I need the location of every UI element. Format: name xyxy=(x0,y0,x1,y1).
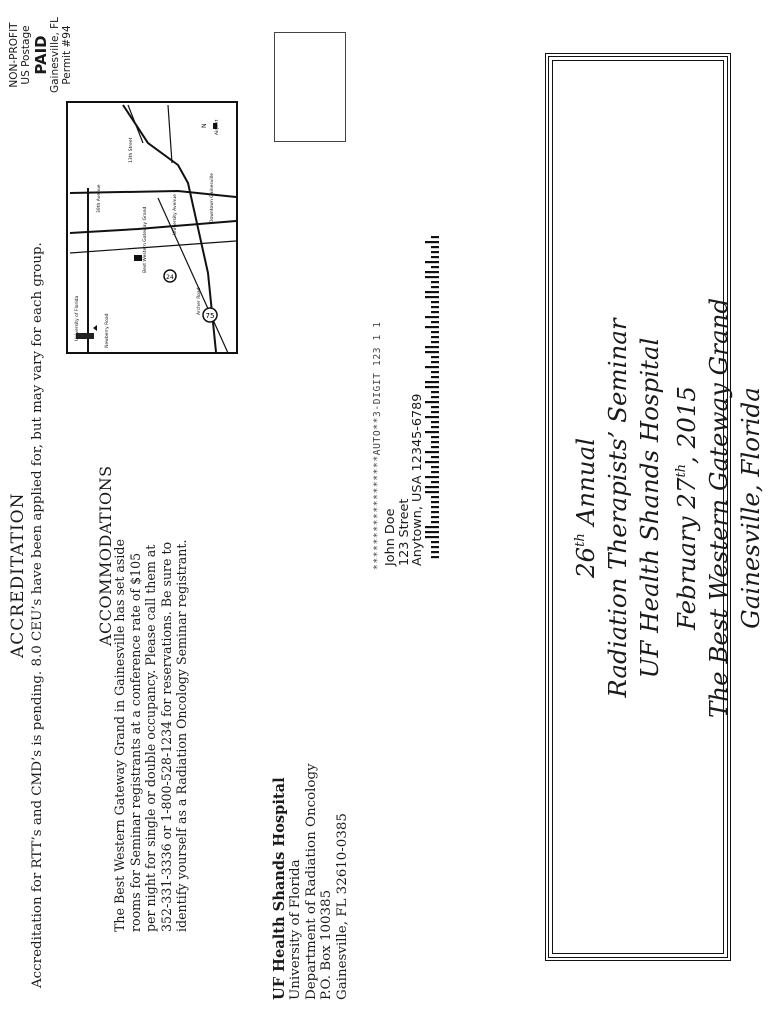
barcode-bar xyxy=(425,346,439,348)
barcode-bar xyxy=(431,306,439,308)
location-map xyxy=(66,101,238,354)
accreditation-heading: ACCREDITATION xyxy=(8,492,28,658)
map-label: 24 xyxy=(166,274,174,281)
barcode-bar xyxy=(425,366,439,368)
barcode-bar xyxy=(425,451,439,453)
barcode-bar xyxy=(431,371,439,373)
barcode-bar xyxy=(431,471,439,473)
north-arrow-icon: N xyxy=(201,123,208,128)
map-label: Best Western Gateway Grand xyxy=(143,206,148,273)
barcode-bar xyxy=(431,356,439,358)
barcode-bar xyxy=(431,481,439,483)
accommodations-line: rooms for Seminar registrants at a conference rate of $105 xyxy=(127,552,143,932)
map-label: University Avenue xyxy=(173,194,178,235)
barcode-bar xyxy=(431,556,439,558)
barcode-bar xyxy=(425,261,439,263)
barcode-bar xyxy=(431,441,439,443)
barcode-bar xyxy=(431,331,439,333)
map-label: Newberry Road xyxy=(105,313,110,348)
barcode-bar xyxy=(425,326,439,328)
map-road xyxy=(168,105,172,163)
postage-line: Gainesville, FL xyxy=(48,16,61,94)
map-drawing xyxy=(68,103,236,352)
barcode-bar xyxy=(431,426,439,428)
barcode-bar xyxy=(431,321,439,323)
return-address xyxy=(272,763,351,1000)
barcode-bar xyxy=(431,421,439,423)
map-label: 75 xyxy=(205,312,215,320)
barcode-bar xyxy=(425,381,439,383)
map-label: Downtown Gainesville xyxy=(210,173,215,223)
return-address-line: University of Florida xyxy=(287,859,303,1000)
barcode-bar xyxy=(431,246,439,248)
accommodations-body xyxy=(112,382,190,932)
barcode-bar xyxy=(425,461,439,463)
barcode-bar xyxy=(425,526,439,528)
return-address-line: Department of Radiation Oncology xyxy=(303,763,319,1000)
barcode-bar xyxy=(431,546,439,548)
barcode-bar xyxy=(431,376,439,378)
barcode-bar xyxy=(425,536,439,538)
barcode-bar xyxy=(431,456,439,458)
barcode-bar xyxy=(431,391,439,393)
barcode-bar xyxy=(425,386,439,388)
barcode-bar xyxy=(431,341,439,343)
barcode-bar xyxy=(431,311,439,313)
barcode-bar xyxy=(431,251,439,253)
postal-barcode xyxy=(425,234,439,566)
map-pointer-icon xyxy=(93,325,97,331)
accommodations-heading: ACCOMMODATIONS xyxy=(96,465,115,646)
barcode-bar xyxy=(431,411,439,413)
postage-line: US Postage xyxy=(20,25,33,85)
barcode-bar xyxy=(431,521,439,523)
recipient-city: Anytown, USA 12345-6789 xyxy=(410,393,426,566)
barcode-bar xyxy=(431,511,439,513)
return-address-line: P.O. Box 100385 xyxy=(319,889,335,1000)
barcode-bar xyxy=(431,516,439,518)
title-line-hospital: UF Health Shands Hospital xyxy=(635,337,664,679)
map-road xyxy=(128,105,143,143)
barcode-bar xyxy=(425,276,439,278)
barcode-bar xyxy=(431,541,439,543)
barcode-bar xyxy=(431,506,439,508)
barcode-bar xyxy=(431,336,439,338)
postage-line: Permit #94 xyxy=(61,25,74,85)
accommodations-line: per night for single or double occupancy. Please call them at xyxy=(143,544,158,932)
title-line-venue: The Best Western Gateway Grand xyxy=(704,297,733,719)
barcode-bar xyxy=(431,436,439,438)
barcode-bar xyxy=(425,351,439,353)
barcode-bar xyxy=(425,241,439,243)
map-label: University of Florida xyxy=(75,295,80,341)
barcode-bar xyxy=(431,551,439,553)
map-label: 13th Street xyxy=(129,137,134,163)
barcode-bar xyxy=(431,501,439,503)
barcode-bar xyxy=(425,271,439,273)
barcode-bar xyxy=(431,301,439,303)
title-line-seminar: Radiation Therapists’ Seminar xyxy=(603,318,632,698)
postage-line: NON-PROFIT xyxy=(8,22,20,88)
barcode-bar xyxy=(431,466,439,468)
accreditation-text: Accreditation for RTT’s and CMD’s is pending. 8.0 CEU’s have been applied for, but may vary for each group. xyxy=(30,242,45,988)
barcode-bar xyxy=(425,296,439,298)
hotel-marker-icon xyxy=(134,255,142,261)
barcode-bar xyxy=(425,486,439,488)
barcode-bar xyxy=(425,531,439,533)
recipient-name: John Doe xyxy=(383,508,398,566)
barcode-bar xyxy=(431,361,439,363)
mailing-address xyxy=(384,394,425,566)
accommodations-line: The Best Western Gateway Grand in Gainesville has set aside xyxy=(112,539,127,932)
postage-indicia-text xyxy=(8,7,74,103)
title-line-date: February 27th, 2015 xyxy=(672,386,701,631)
title-line-annual: 26th Annual xyxy=(571,437,600,579)
accommodations-line: 352-331-3336 or 1-800-528-1234 for reservations. Be sure to xyxy=(158,541,174,932)
map-road xyxy=(70,241,236,253)
barcode-bar xyxy=(431,236,439,238)
barcode-bar xyxy=(425,491,439,493)
map-label: Archer Road xyxy=(197,287,202,315)
seminar-title xyxy=(565,158,767,858)
barcode-bar xyxy=(425,291,439,293)
barcode-bar xyxy=(431,496,439,498)
barcode-bar xyxy=(431,266,439,268)
accommodations-line: identify yourself as a Radiation Oncology Seminar registrant. xyxy=(174,539,189,932)
barcode-bar xyxy=(425,316,439,318)
return-address-name: UF Health Shands Hospital xyxy=(271,777,288,1000)
barcode-bar xyxy=(431,406,439,408)
recipient-street: 123 Street xyxy=(396,498,412,566)
postage-paid: PAID xyxy=(31,35,50,75)
barcode-bar xyxy=(431,396,439,398)
barcode-bar xyxy=(431,446,439,448)
barcode-bar xyxy=(425,431,439,433)
barcode-bar xyxy=(425,416,439,418)
title-line-city: Gainesville, Florida xyxy=(736,387,765,629)
barcode-bar xyxy=(431,281,439,283)
map-label: Airport xyxy=(215,119,220,135)
return-address-line: Gainesville, FL 32610-0385 xyxy=(335,813,351,1000)
barcode-bar xyxy=(431,256,439,258)
barcode-bar xyxy=(425,476,439,478)
presort-code: ******************AUTO**3-DIGIT 123 1 1 xyxy=(372,321,383,570)
barcode-bar xyxy=(425,401,439,403)
map-label: 39th Avenue xyxy=(97,184,102,213)
barcode-bar xyxy=(431,286,439,288)
postage-indicia xyxy=(274,32,346,142)
